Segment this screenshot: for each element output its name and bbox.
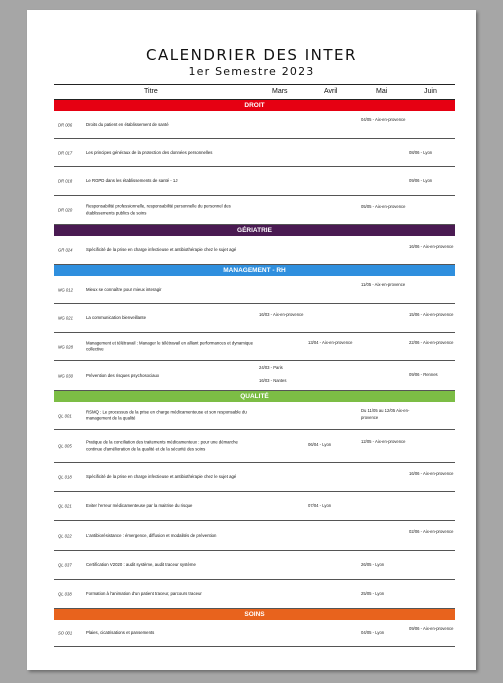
col-header-mars: Mars bbox=[272, 88, 288, 95]
session-juin: 15/06 - Aix-en-provence bbox=[409, 312, 454, 317]
course-title: L'antibiorésistance : émergence, diffusion et modalités de prévention bbox=[86, 532, 217, 538]
course-title: Droits du patient en établissement de santé bbox=[86, 121, 169, 127]
section-droit: DROIT bbox=[54, 100, 455, 111]
course-code: DR 020 bbox=[58, 207, 73, 213]
course-title: Certification V2020 : audit système, audit traceur système bbox=[86, 561, 196, 567]
course-code: GR 024 bbox=[58, 247, 73, 253]
calendar-table bbox=[54, 84, 455, 647]
session-mars: 16/03 - Aix-en-provence bbox=[259, 312, 304, 317]
session-juin: 16/06 - Aix-en-provence bbox=[409, 471, 454, 476]
table-row bbox=[54, 430, 455, 463]
course-title: Eviter l'erreur médicamenteuse par la maitrise du risque bbox=[86, 502, 193, 508]
course-code: MG 030 bbox=[58, 373, 73, 378]
session-juin: 22/06 - Aix-en-provence bbox=[409, 340, 454, 345]
course-title: RSMQ : Le processus de la prise en charge médicamenteuse et son responsable du management de la qualité bbox=[86, 409, 247, 421]
section-qualite: QUALITÉ bbox=[54, 391, 455, 402]
table-row bbox=[54, 276, 455, 304]
session-mai: 05/05 - Aix-en-provence bbox=[361, 204, 406, 209]
table-header bbox=[54, 85, 455, 100]
course-code: MG 012 bbox=[58, 287, 73, 292]
session-juin: 09/06 - Aix-en-provence bbox=[409, 626, 454, 631]
course-title: Les principes généraux de la protection des données personnelles bbox=[86, 149, 213, 155]
table-row bbox=[54, 196, 455, 225]
session-juin: 02/06 - Aix-en-provence bbox=[409, 529, 454, 534]
course-code: DR 006 bbox=[58, 122, 73, 127]
course-code: QL 005 bbox=[58, 443, 72, 449]
table-row bbox=[54, 463, 455, 492]
session-juin: 09/06 - Lyon bbox=[409, 178, 433, 183]
course-code: QL 021 bbox=[58, 503, 72, 509]
session-avril: 07/04 - Lyon bbox=[308, 503, 332, 508]
table-row bbox=[54, 139, 455, 167]
session-avril: 06/04 - Lyon bbox=[308, 442, 332, 447]
course-code: MG 021 bbox=[58, 315, 73, 321]
table-row bbox=[54, 236, 455, 265]
course-title: Plaies, cicatrisations et pansements bbox=[86, 629, 155, 635]
course-title: Le RGPD dans les établissements de santé - 1J bbox=[86, 177, 178, 183]
course-title: Mieux se connaître pour mieux interagir bbox=[86, 286, 162, 292]
session-mai: 04/05 - Aix-en-provence bbox=[361, 117, 406, 122]
section-soins: SOINS bbox=[54, 609, 455, 620]
session-juin: 08/06 - Lyon bbox=[409, 150, 433, 155]
course-code: SO 001 bbox=[58, 630, 73, 636]
course-code: QL 001 bbox=[58, 413, 72, 418]
table-row bbox=[54, 111, 455, 139]
session-mai: 11/05 - Aix-en-provence bbox=[361, 282, 406, 287]
session-mai: Du 11/05 au 12/05 Aix-en-provence bbox=[361, 408, 410, 420]
document-page bbox=[27, 10, 476, 670]
table-row bbox=[54, 521, 455, 551]
course-code: QL 038 bbox=[58, 591, 72, 597]
course-title: Spécificité de la prise en charge infectieuse et antibiothérapie chez le sujet agé bbox=[86, 246, 237, 252]
table-row bbox=[54, 333, 455, 361]
session-mai: 26/05 - Lyon bbox=[361, 562, 385, 567]
col-header-avril: Avril bbox=[324, 88, 338, 95]
table-row bbox=[54, 402, 455, 430]
session-mai: 12/05 - Aix-en-provence bbox=[361, 439, 406, 444]
table-row bbox=[54, 492, 455, 521]
course-code: QL 037 bbox=[58, 562, 72, 568]
page-title: CALENDRIER DES INTER bbox=[146, 46, 357, 64]
session-mai: 25/05 - Lyon bbox=[361, 591, 385, 596]
table-row bbox=[54, 620, 455, 647]
table-row bbox=[54, 304, 455, 333]
course-code: DR 018 bbox=[58, 178, 73, 184]
table-row bbox=[54, 167, 455, 196]
col-header-mai: Mai bbox=[376, 88, 388, 95]
course-title: Management et télétravail : Manager le télétravail en alliant performances et dynamique collective bbox=[86, 340, 253, 352]
section-geriatrie: GÉRIATRIE bbox=[54, 225, 455, 236]
page-subtitle: 1er Semestre 2023 bbox=[188, 65, 315, 78]
course-code: DR 017 bbox=[58, 150, 73, 155]
col-header-titre: Titre bbox=[144, 88, 158, 95]
session-juin: 16/06 - Aix-en-provence bbox=[409, 244, 454, 249]
session-avril: 13/04 - Aix-en-provence bbox=[308, 340, 353, 345]
course-code: MG 028 bbox=[58, 344, 73, 349]
session-juin: 09/06 - Rennes bbox=[409, 372, 438, 377]
session-mars-2: 16/03 - Nantes bbox=[259, 378, 287, 383]
section-management-rh: MANAGEMENT - RH bbox=[54, 265, 455, 276]
course-title: Prévention des risques psychosociaux bbox=[86, 372, 160, 378]
table-row bbox=[54, 361, 455, 391]
course-title: Pratique de la conciliation des traitements médicamenteux : pour une démarche continue d'amélioration de la qualité et de la sécurité des soins bbox=[86, 439, 238, 451]
course-code: QL 018 bbox=[58, 474, 72, 480]
course-title: Responsabilité professionnelle, responsabilité personnelle du personnel des établissements publics de soins bbox=[86, 203, 231, 215]
course-title: Spécificité de la prise en charge infectieuse et antibiothérapie chez le sujet agé bbox=[86, 473, 237, 479]
session-mai: 04/05 - Lyon bbox=[361, 630, 385, 635]
session-mars: 24/03 - Paris bbox=[259, 365, 283, 370]
course-code: QL 022 bbox=[58, 533, 72, 538]
table-row bbox=[54, 580, 455, 609]
col-header-juin: Juin bbox=[424, 88, 437, 95]
table-row bbox=[54, 551, 455, 580]
course-title: La communication bienveillante bbox=[86, 314, 146, 320]
course-title: Formation à l'animation d'un patient traceur, parcours traceur bbox=[86, 590, 202, 596]
